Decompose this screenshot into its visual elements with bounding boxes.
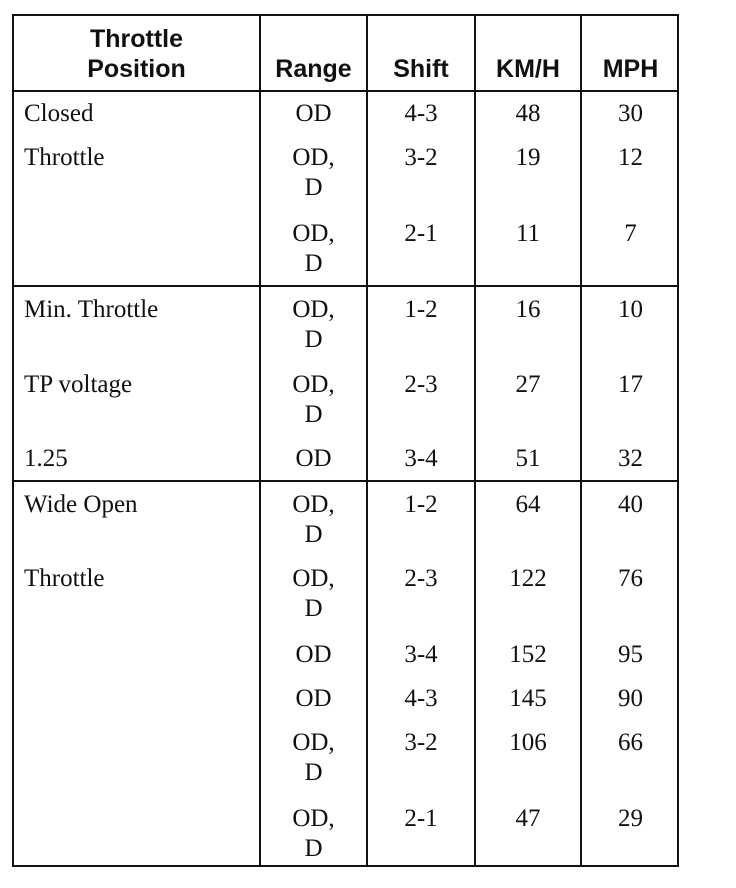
shift-cell: 3-4 (404, 641, 438, 668)
range-cell: OD, D (292, 565, 335, 622)
mph-cell: 10 (618, 296, 643, 323)
shift-cell: 1-2 (404, 296, 438, 323)
mph-cell: 40 (618, 491, 643, 518)
throttle-position-text: Throttle (24, 144, 105, 171)
range-cell: OD (295, 685, 332, 712)
kmh-cell: 106 (509, 729, 547, 756)
mph-cell: 17 (618, 371, 643, 398)
mph-cell: 7 (624, 220, 637, 247)
mph-cell: 12 (618, 144, 643, 171)
header-mph: MPH (602, 55, 659, 83)
shift-cell: 2-1 (404, 805, 438, 832)
kmh-cell: 152 (509, 641, 547, 668)
shift-cell: 2-3 (404, 371, 438, 398)
shift-cell: 1-2 (404, 491, 438, 518)
header-throttle-position: Throttle Position (87, 25, 186, 83)
throttle-position-text: Throttle (24, 565, 105, 592)
shift-cell: 2-3 (404, 565, 438, 592)
range-cell: OD, D (292, 729, 335, 786)
throttle-position-text: Min. Throttle (24, 296, 159, 323)
shift-cell: 4-3 (404, 100, 438, 127)
kmh-cell: 47 (515, 805, 541, 832)
shift-cell: 2-1 (404, 220, 438, 247)
kmh-cell: 122 (509, 565, 547, 592)
mph-cell: 66 (618, 729, 643, 756)
header-divider (14, 90, 677, 92)
range-cell: OD, D (292, 296, 335, 353)
header-kmh: KM/H (496, 55, 560, 83)
range-cell: OD, D (292, 491, 335, 548)
range-cell: OD (295, 641, 332, 668)
shift-speed-table (12, 14, 679, 867)
kmh-cell: 48 (515, 100, 541, 127)
mph-cell: 32 (618, 445, 643, 472)
shift-cell: 4-3 (404, 685, 438, 712)
range-cell: OD, D (292, 371, 335, 428)
group-divider (14, 285, 677, 287)
range-cell: OD, D (292, 805, 335, 862)
range-cell: OD, D (292, 220, 335, 277)
kmh-cell: 19 (515, 144, 541, 171)
kmh-cell: 27 (515, 371, 541, 398)
range-cell: OD (295, 445, 332, 472)
mph-cell: 30 (618, 100, 643, 127)
mph-cell: 90 (618, 685, 643, 712)
throttle-position-text: TP voltage (24, 371, 133, 398)
kmh-cell: 145 (509, 685, 547, 712)
shift-cell: 3-2 (404, 729, 438, 756)
mph-cell: 29 (618, 805, 643, 832)
kmh-cell: 11 (515, 220, 541, 247)
header-shift: Shift (393, 55, 449, 83)
header-range: Range (275, 55, 352, 83)
kmh-cell: 64 (515, 491, 541, 518)
throttle-position-text: Closed (24, 100, 94, 127)
kmh-cell: 16 (515, 296, 541, 323)
throttle-position-text: 1.25 (24, 445, 68, 472)
mph-cell: 76 (618, 565, 643, 592)
range-cell: OD, D (292, 144, 335, 201)
mph-cell: 95 (618, 641, 643, 668)
shift-cell: 3-2 (404, 144, 438, 171)
kmh-cell: 51 (515, 445, 541, 472)
throttle-position-text: Wide Open (24, 491, 138, 518)
group-divider (14, 480, 677, 482)
shift-cell: 3-4 (404, 445, 438, 472)
range-cell: OD (295, 100, 332, 127)
